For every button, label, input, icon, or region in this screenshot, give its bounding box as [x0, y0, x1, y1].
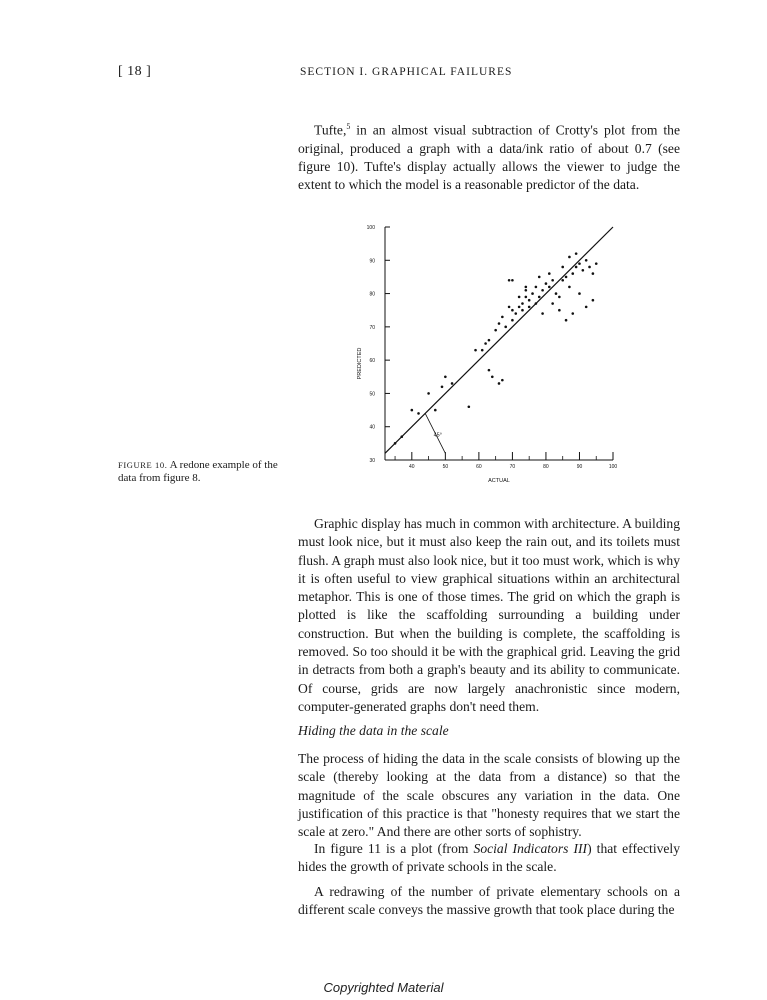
data-point	[582, 269, 585, 272]
chart-points	[394, 252, 598, 444]
data-point	[592, 272, 595, 275]
x-tick-label: 50	[442, 464, 449, 470]
data-point	[491, 375, 494, 378]
data-point	[508, 306, 511, 309]
data-point	[561, 279, 564, 282]
reference-line-45	[385, 227, 613, 453]
source-title: Social Indicators III	[473, 841, 588, 856]
data-point	[571, 312, 574, 315]
data-point	[525, 289, 528, 292]
data-point	[498, 382, 501, 385]
page-number: [ 18 ]	[118, 64, 152, 79]
data-point	[484, 342, 487, 345]
data-point	[417, 412, 420, 415]
data-point	[504, 326, 507, 329]
data-point	[521, 302, 524, 305]
running-head: SECTION I. GRAPHICAL FAILURES	[300, 66, 513, 78]
y-tick-label: 50	[369, 391, 375, 398]
x-tick-label: 70	[509, 464, 516, 470]
data-point	[548, 272, 551, 275]
data-point	[595, 262, 598, 265]
y-tick-label: 80	[369, 291, 375, 298]
footnote-ref: 5	[346, 122, 351, 131]
x-tick-label: 100	[608, 464, 618, 470]
data-point	[481, 349, 484, 352]
data-point	[514, 312, 517, 315]
data-point	[571, 272, 574, 275]
paragraph-intro-lead: Tufte,	[314, 122, 347, 138]
data-point	[474, 349, 477, 352]
figure-label: FIGURE 10.	[118, 460, 168, 470]
data-point	[427, 392, 430, 395]
section-subheading: Hiding the data in the scale	[298, 723, 449, 738]
data-point	[488, 369, 491, 372]
data-point	[578, 292, 581, 295]
data-point	[555, 292, 558, 295]
data-point	[551, 279, 554, 282]
data-point	[575, 252, 578, 255]
data-point	[585, 306, 588, 309]
data-point	[434, 409, 437, 412]
data-point	[501, 379, 504, 382]
paragraph-redrawing: A redrawing of the number of private elementary schools on a different scale conveys the massive growth that took place during the	[298, 884, 680, 918]
data-point	[585, 259, 588, 262]
y-tick-label: 60	[369, 358, 375, 365]
paragraph-figure-11	[298, 840, 680, 877]
data-point	[518, 296, 521, 299]
data-point	[545, 282, 548, 285]
data-point	[511, 319, 514, 322]
data-point	[508, 279, 511, 282]
x-tick-label: 80	[543, 464, 549, 470]
data-point	[525, 296, 528, 299]
x-tick-label: 40	[409, 464, 415, 470]
data-point	[565, 319, 568, 322]
data-point	[511, 309, 514, 312]
data-point	[548, 286, 551, 289]
data-point	[538, 276, 541, 279]
data-point	[578, 262, 581, 265]
data-point	[498, 322, 501, 325]
figure-caption-text: A redone example of the data from figure 8.	[118, 459, 278, 484]
data-point	[511, 279, 514, 282]
data-point	[538, 296, 541, 299]
data-point	[588, 266, 591, 269]
paragraph-figure-11-rest: ) that effectively hides the growth of private schools in the scale.	[298, 841, 680, 875]
data-point	[528, 306, 531, 309]
data-point	[541, 312, 544, 315]
data-point	[444, 375, 447, 378]
data-point	[575, 266, 578, 269]
data-point	[411, 409, 414, 412]
data-point	[531, 292, 534, 295]
data-point	[494, 329, 497, 332]
y-axis-label: PREDICTED	[357, 347, 363, 380]
data-point	[518, 306, 521, 309]
paragraph-intro	[298, 118, 680, 195]
paragraph-intro-rest: in an almost visual subtraction of Crotty's plot from the original, produced a graph with a data/ink ratio of about 0.7 (see figure 10). Tufte's display actually allows the viewer to judge the extent to which the model is a reasonable predictor of the data.	[298, 122, 680, 193]
figure-caption	[118, 459, 278, 485]
data-point	[451, 382, 454, 385]
data-point	[561, 266, 564, 269]
y-tick-label: 70	[369, 324, 375, 331]
scatter-chart	[330, 215, 630, 500]
chart-axes	[385, 227, 613, 460]
y-tick-label: 100	[366, 225, 375, 231]
copyright-footer: Copyrighted Material	[323, 980, 444, 995]
x-tick-label: 90	[576, 464, 583, 470]
paragraph-architecture: Graphic display has much in common with architecture. A building must look nice, but it must also keep the rain out, and its toilets must flush. A graph must also look nice, but it too must work, which is why it is often useful to view graphical situations within an architectural metaphor. This is one of those times. The grid on which the graph is plotted is like the scaffolding surrounding a building under construction. But when the building is complete, the scaffolding is removed. So too should it be with the graphical grid. Leaving the grid in detracts from both a graph's beauty and its ability to communicate. Of course, grids are now largely anachronistic since modern, computer-generated graphs don't need them.	[298, 516, 680, 714]
data-point	[468, 405, 471, 408]
data-point	[528, 299, 531, 302]
data-point	[535, 286, 538, 289]
y-tick-label: 90	[369, 258, 375, 265]
angle-label: 45°	[433, 432, 442, 439]
y-tick-label: 30	[369, 458, 375, 464]
data-point	[501, 316, 504, 319]
data-point	[521, 309, 524, 312]
data-point	[551, 302, 554, 305]
data-point	[592, 299, 595, 302]
x-tick-label: 60	[476, 464, 482, 470]
data-point	[441, 385, 444, 388]
data-point	[558, 296, 561, 299]
data-point	[565, 276, 568, 279]
data-point	[568, 286, 571, 289]
paragraph-figure-11-lead: In figure 11 is a plot (from	[314, 841, 474, 856]
data-point	[541, 289, 544, 292]
data-point	[568, 256, 571, 259]
x-axis-label: ACTUAL	[488, 478, 510, 484]
data-point	[488, 339, 491, 342]
paragraph-hiding-data: The process of hiding the data in the scale consists of blowing up the scale (thereby looking at the data from a distance) so that the magnitude of the scale obscures any variation in the data. One justification of this practice is that "honesty requires that we start the scale at zero." And there are other sorts of sophistry.	[298, 751, 680, 840]
y-tick-label: 40	[369, 424, 375, 431]
data-point	[525, 286, 528, 289]
data-point	[558, 309, 561, 312]
